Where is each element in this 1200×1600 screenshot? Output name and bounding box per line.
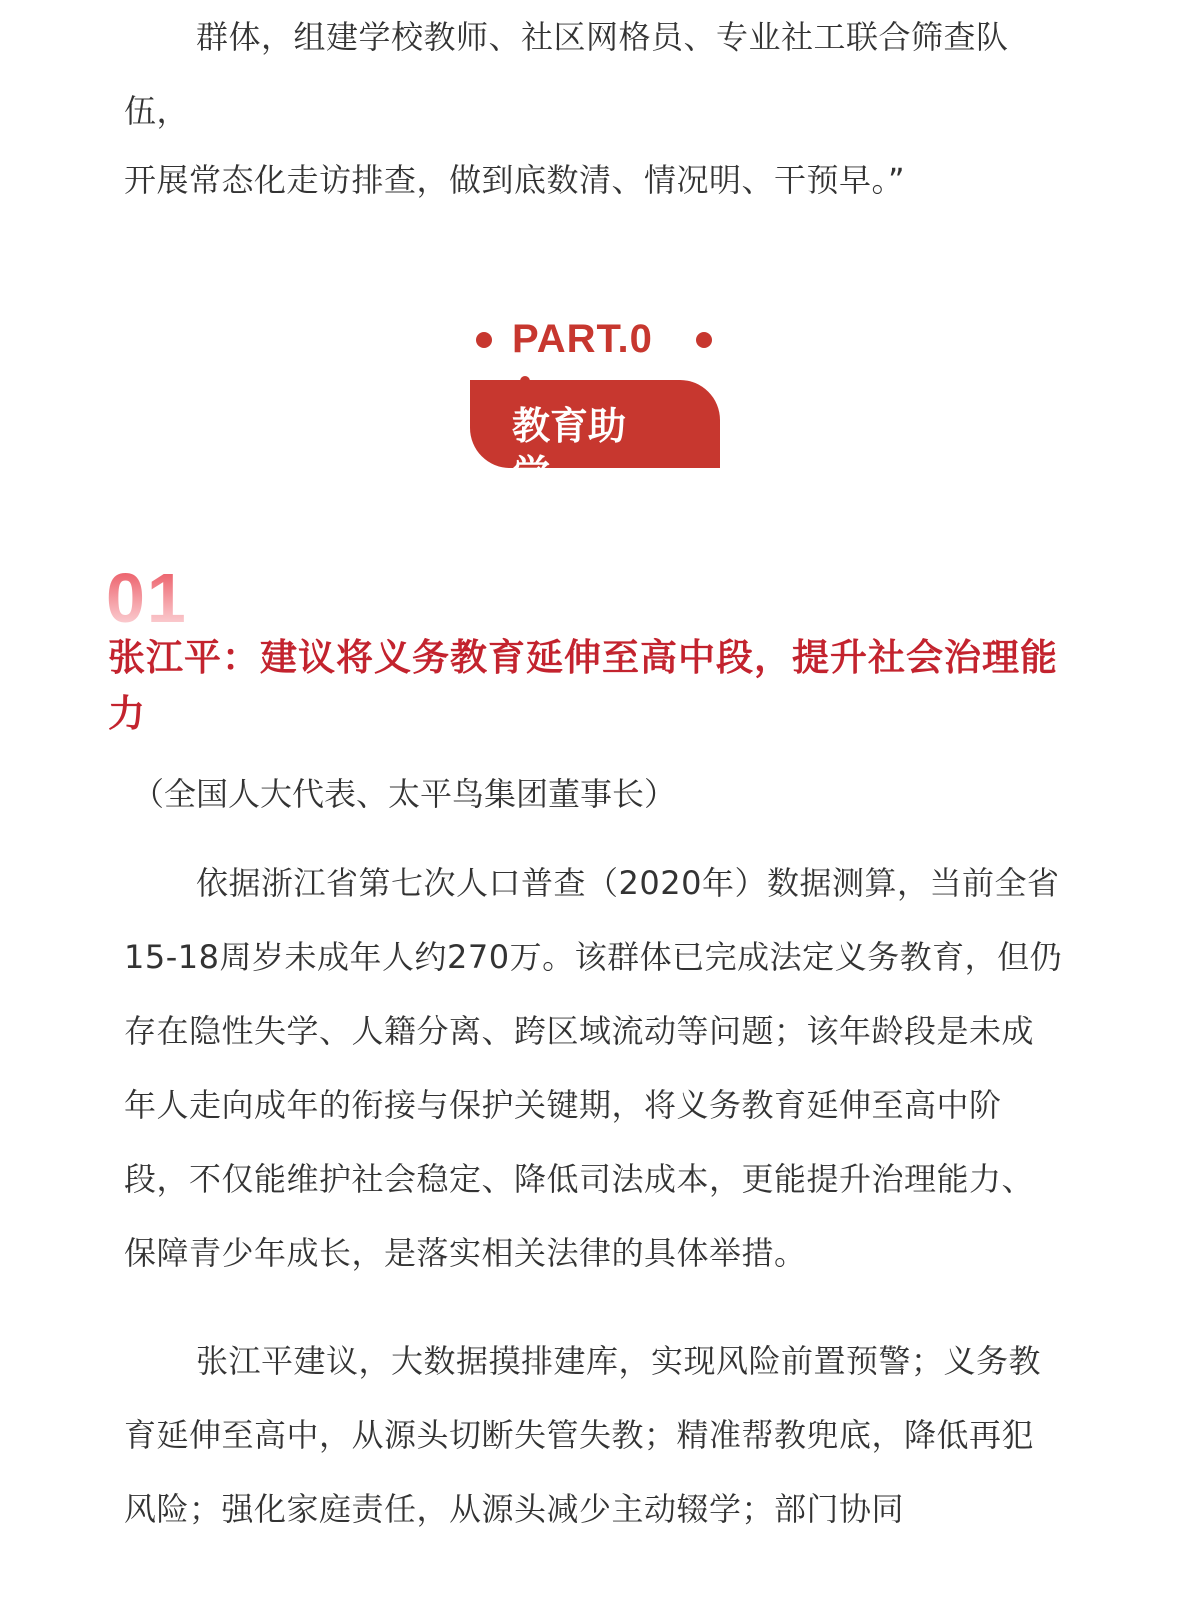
intro-paragraph-tail (124, 0, 1066, 148)
intro-line-2: 开展常态化走访排查，做到底数清、情况明、干预早。” (124, 161, 906, 199)
section-number: 01 (106, 559, 188, 637)
part-left-dot-icon (476, 332, 492, 348)
body-paragraph-2-text: 张江平建议，大数据摸排建库，实现风险前置预警；义务教育延伸至高中，从源头切断失管失教；精准帮教兜底，降低再犯风险；强化家庭责任，从源头减少主动辍学；部门协同 (124, 1342, 1042, 1528)
section-subtitle: （全国人大代表、太平鸟集团董事长） (132, 775, 677, 813)
part-label: PART.0 (512, 317, 653, 361)
intro-paragraph-end (124, 143, 1066, 217)
part-header (470, 314, 730, 364)
intro-line-1: 群体，组建学校教师、社区网格员、专业社工联合筛查队伍， (124, 18, 1009, 130)
part-tag (470, 380, 720, 496)
section-title: 张江平：建议将义务教育延伸至高中段，提升社会治理能力 (108, 636, 1058, 735)
body-paragraph-1-text: 依据浙江省第七次人口普查（2020年）数据测算，当前全省15-18周岁未成年人约270万。该群体已完成法定义务教育，但仍存在隐性失学、人籍分离、跨区域流动等问题；该年龄段是未成年人走向成年的衔接与保护关键期，将义务教育延伸至高中阶段，不仅能维护社会稳定、降低司法成本，更能提升治理能力、保障青少年成长，是落实相关法律的具体举措。 (124, 864, 1063, 1272)
body-paragraph-1 (124, 846, 1066, 1290)
part-tag-label: 教育助学 (512, 404, 627, 496)
part-right-dot-icon (696, 332, 712, 348)
body-paragraph-2 (124, 1324, 1066, 1546)
